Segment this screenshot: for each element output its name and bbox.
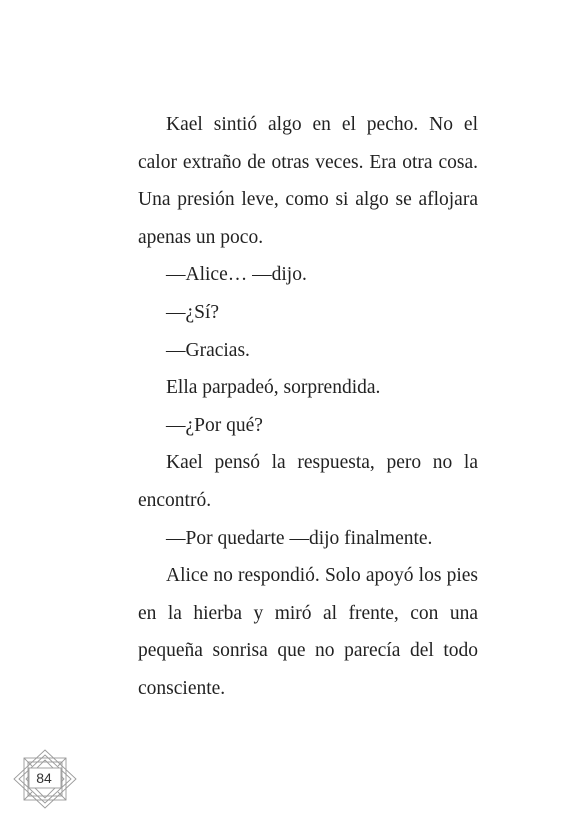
page-number: 84 — [36, 770, 52, 786]
paragraph: Ella parpadeó, sorprendida. — [166, 377, 381, 399]
paragraph: —¿Por qué? — [166, 414, 263, 436]
paragraph: —¿Sí? — [166, 301, 220, 323]
paragraph: —Gracias. — [166, 339, 250, 361]
paragraph: Alice no respondió. Solo apoyó los pies en la hierba y miró al frente, con una pequeña sonrisa que no parecía del todo consciente. — [138, 565, 478, 699]
paragraph: Kael sintió algo en el pecho. No el calor extraño de otras veces. Era otra cosa. Una presión leve, como si algo se aflojara apenas un poco. — [138, 114, 478, 248]
paragraph: —Por quedarte —dijo finalmente. — [166, 527, 433, 549]
body-text — [138, 106, 478, 708]
paragraph: —Alice… —dijo. — [166, 264, 307, 286]
paragraph: Kael pensó la respuesta, pero no la encontró. — [138, 452, 478, 511]
